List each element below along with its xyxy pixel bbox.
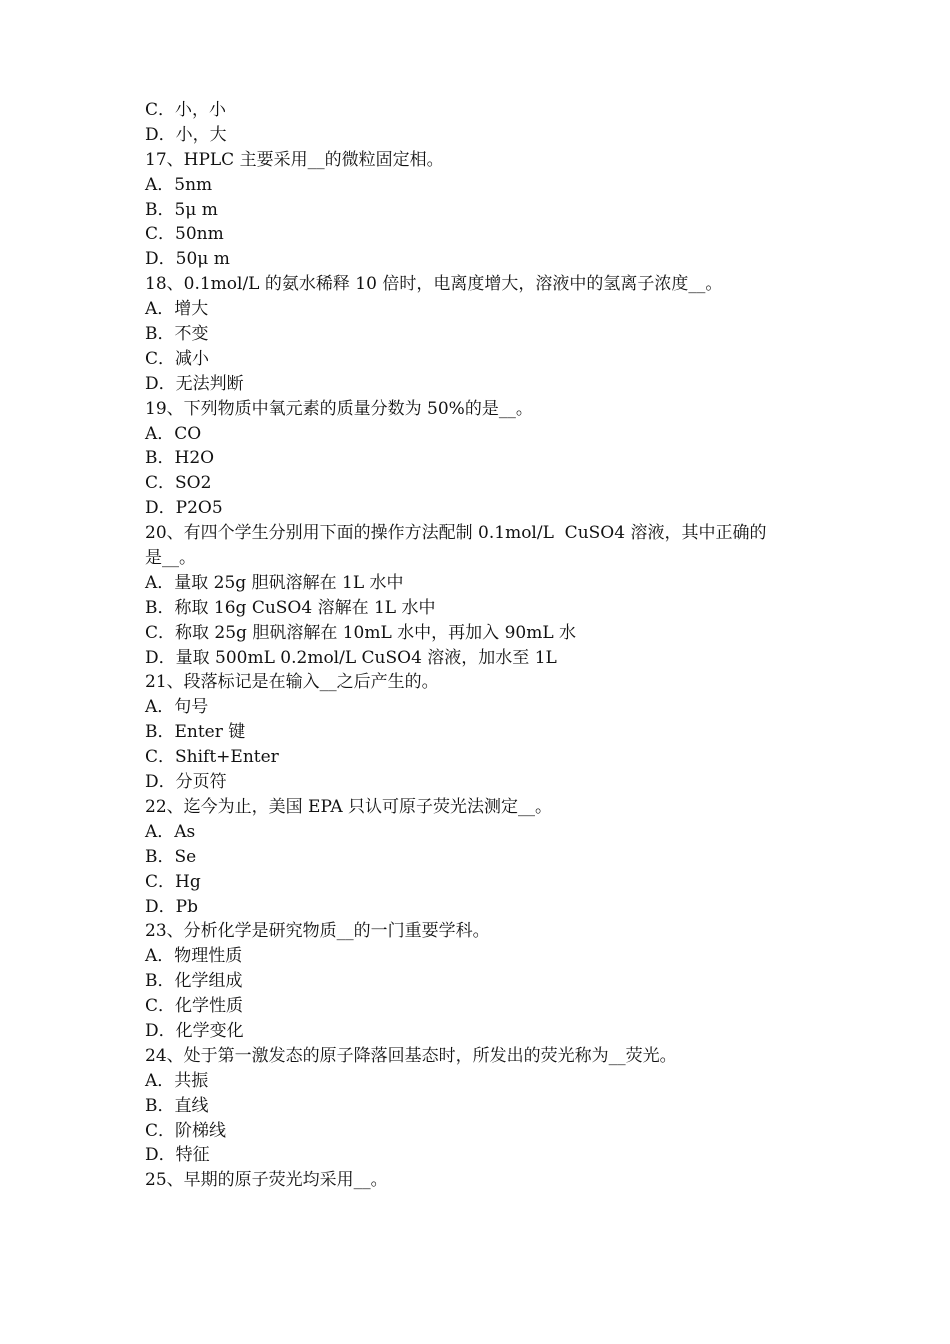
question-17: 17、HPLC 主要采用__的微粒固定相。: [145, 149, 444, 170]
question-18: 18、0.1mol/L 的氨水稀释 10 倍时，电离度增大，溶液中的氢离子浓度__。: [145, 274, 723, 295]
option-line: A．CO: [145, 423, 202, 444]
option-line: D．化学变化: [145, 1020, 244, 1041]
option-line: C．称取 25g 胆矾溶解在 10mL 水中，再加入 90mL 水: [145, 622, 577, 643]
text-line: C．小，小: [145, 100, 227, 120]
option-line: C．阶梯线: [145, 1120, 227, 1141]
option-line: B．H2O: [145, 448, 215, 469]
option-line: B．化学组成: [145, 971, 243, 992]
option-line: A．As: [145, 821, 196, 842]
option-line: C．Hg: [145, 871, 201, 892]
option-line: D．Pb: [145, 896, 198, 917]
question-25: 25、早期的原子荧光均采用__。: [145, 1170, 388, 1191]
question-19: 19、下列物质中氧元素的质量分数为 50%的是__。: [145, 398, 533, 419]
option-line: C．50nm: [145, 224, 224, 245]
option-line: A．增大: [145, 299, 209, 320]
option-line: C．Shift+Enter: [145, 747, 279, 768]
option-line: C．SO2: [145, 473, 212, 494]
option-line: B．Se: [145, 846, 197, 867]
document-page: [145, 98, 825, 1193]
option-line: D．分页符: [145, 772, 227, 793]
option-line: A．句号: [145, 697, 209, 718]
question-24: 24、处于第一激发态的原子降落回基态时，所发出的荧光称为__荧光。: [145, 1045, 677, 1066]
option-line: D．特征: [145, 1145, 210, 1166]
question-20: 20、有四个学生分别用下面的操作方法配制 0.1mol/L CuSO4 溶液，其中正确的: [145, 523, 767, 544]
option-line: D．P2O5: [145, 498, 223, 519]
option-line: B．5μ m: [145, 199, 218, 220]
question-20-continued: 是__。: [145, 548, 196, 569]
option-line: A．量取 25g 胆矾溶解在 1L 水中: [145, 572, 404, 593]
option-line: D．无法判断: [145, 373, 244, 394]
question-23: 23、分析化学是研究物质__的一门重要学科。: [145, 921, 490, 942]
option-line: D．量取 500mL 0.2mol/L CuSO4 溶液，加水至 1L: [145, 647, 557, 668]
option-line: A．共振: [145, 1070, 209, 1091]
question-21: 21、段落标记是在输入__之后产生的。: [145, 672, 439, 693]
option-line: B．Enter 键: [145, 722, 246, 743]
option-line: B．不变: [145, 324, 209, 345]
question-22: 22、迄今为止，美国 EPA 只认可原子荧光法测定__。: [145, 796, 553, 817]
option-line: D．50μ m: [145, 249, 230, 270]
option-line: C．化学性质: [145, 996, 244, 1017]
option-line: A．5nm: [145, 174, 213, 195]
text-line: D．小，大: [145, 124, 227, 145]
option-line: B．称取 16g CuSO4 溶解在 1L 水中: [145, 597, 436, 618]
option-line: A．物理性质: [145, 946, 243, 967]
option-line: B．直线: [145, 1095, 209, 1116]
option-line: C．减小: [145, 348, 210, 369]
